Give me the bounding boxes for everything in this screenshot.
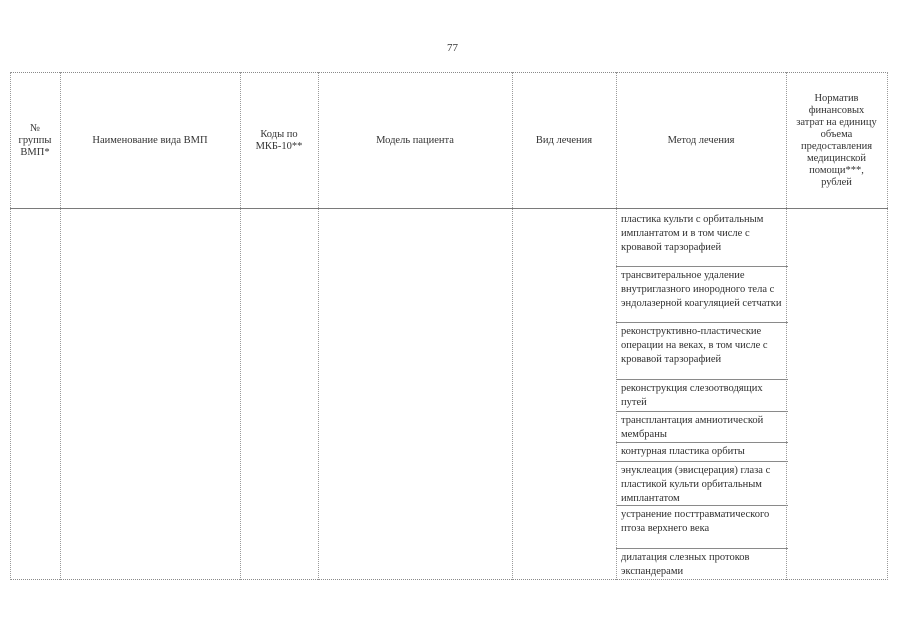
header-mkb-codes: Коды по МКБ-10**	[255, 129, 303, 152]
method-separator	[616, 505, 788, 506]
header-treatment-method: Метод лечения	[667, 135, 735, 146]
header-group-no: № группы ВМП*	[18, 123, 52, 158]
column-border	[887, 72, 888, 580]
method-separator	[616, 411, 788, 412]
header-treatment-type: Вид лечения	[535, 135, 593, 146]
method-item: реконструкция слезоотводящих путей	[621, 383, 763, 408]
method-item: устранение посттравматического птоза верхнего века	[621, 509, 770, 534]
method-separator	[616, 322, 788, 323]
page-number: 77	[447, 42, 458, 54]
header-vmp-name: Наименование вида ВМП	[92, 135, 208, 146]
header-patient-model: Модель пациента	[376, 135, 454, 146]
table-bottom-border	[10, 579, 888, 580]
method-item: трансвитеральное удаление внутриглазного инородного тела с эндолазерной коагуляцией сетчатки	[621, 270, 782, 309]
method-separator	[616, 266, 788, 267]
table-top-border	[10, 72, 888, 73]
method-item: пластика культи с орбитальным имплантатом и в том числе с кровавой тарзорафией	[621, 214, 764, 253]
method-item: реконструктивно-пластические операции на веках, в том числе с кровавой тарзорафией	[621, 326, 768, 365]
header-norm-cost: Норматив финансовых затрат на единицу объема предоставления медицинской помощи***, рублей	[796, 93, 877, 188]
header-bottom-border	[10, 208, 888, 209]
method-separator	[616, 548, 788, 549]
method-item: дилатация слезных протоков экспандерами	[621, 552, 750, 577]
method-item: трансплантация амниотической мембраны	[621, 415, 764, 440]
method-separator	[616, 379, 788, 380]
method-item: энуклеация (эвисцерация) глаза с пластикой культи орбитальным имплантатом	[621, 465, 771, 504]
method-item: контурная пластика орбиты	[621, 446, 745, 457]
method-separator	[616, 461, 788, 462]
method-separator	[616, 442, 788, 443]
